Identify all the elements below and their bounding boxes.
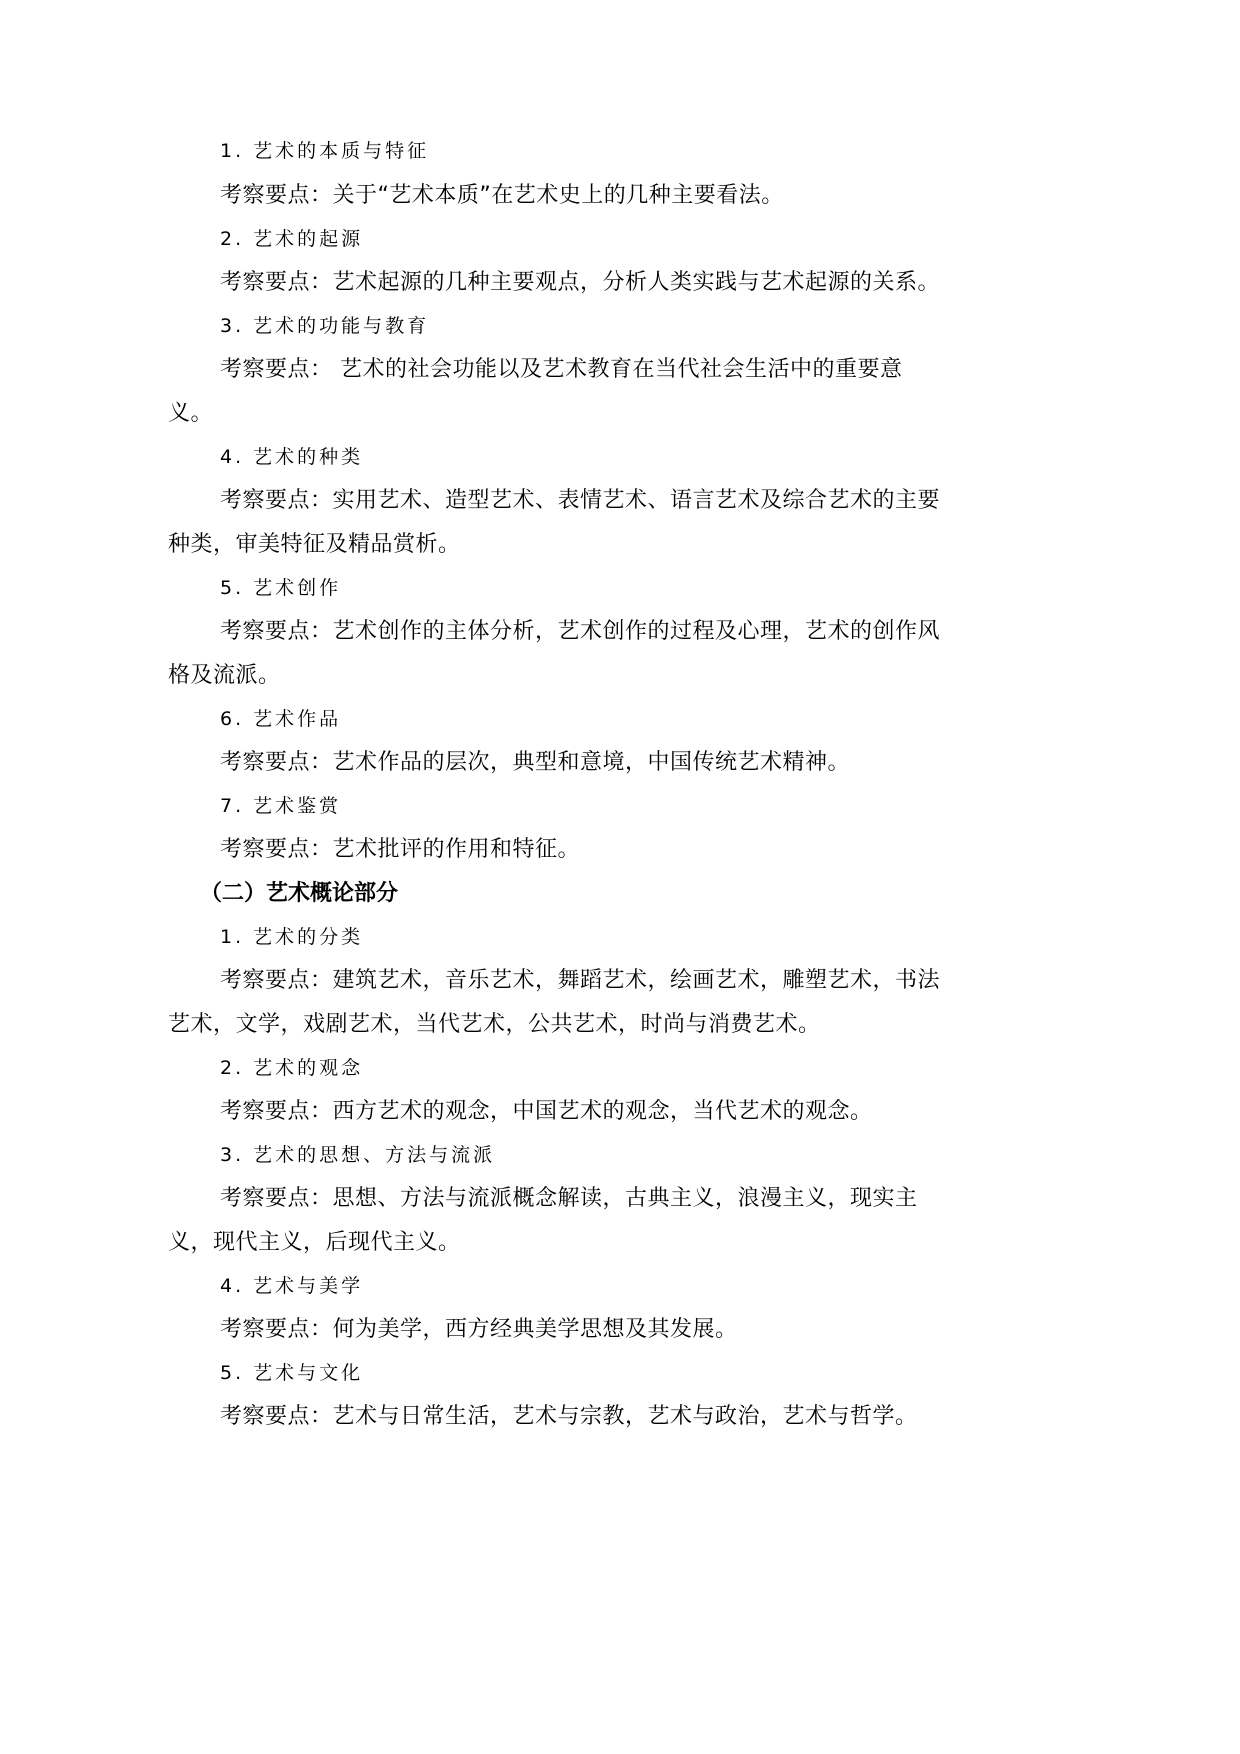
item-title: 3. 艺术的思想、方法与流派 — [220, 1144, 496, 1166]
item-title: 5. 艺术创作 — [220, 577, 342, 599]
item-text: 考察要点：思想、方法与流派概念解读，古典主义，浪漫主义，现实主 — [220, 1186, 918, 1211]
item-title: 1. 艺术的分类 — [220, 926, 364, 948]
section-heading: （二）艺术概论部分 — [200, 881, 399, 906]
item-text: 考察要点：关于“艺术本质”在艺术史上的几种主要看法。 — [220, 183, 784, 208]
item-text: 考察要点：艺术作品的层次，典型和意境，中国传统艺术精神。 — [220, 750, 851, 775]
item-text: 考察要点：实用艺术、造型艺术、表情艺术、语言艺术及综合艺术的主要 — [220, 488, 941, 513]
item-title: 5. 艺术与文化 — [220, 1362, 364, 1384]
item-text: 艺术，文学，戏剧艺术，当代艺术，公共艺术，时尚与消费艺术。 — [168, 1012, 821, 1037]
item-title: 3. 艺术的功能与教育 — [220, 315, 430, 337]
item-text: 考察要点：西方艺术的观念，中国艺术的观念，当代艺术的观念。 — [220, 1099, 873, 1124]
item-title: 1. 艺术的本质与特征 — [220, 140, 430, 162]
item-text: 义，现代主义，后现代主义。 — [168, 1230, 461, 1255]
item-text: 考察要点：艺术与日常生活，艺术与宗教，艺术与政治，艺术与哲学。 — [220, 1404, 918, 1429]
item-title: 2. 艺术的起源 — [220, 228, 364, 250]
item-text: 义。 — [168, 401, 214, 426]
item-text: 考察要点：艺术起源的几种主要观点，分析人类实践与艺术起源的关系。 — [220, 270, 941, 295]
item-text: 考察要点： 艺术的社会功能以及艺术教育在当代社会生活中的重要意 — [220, 357, 903, 382]
item-title: 6. 艺术作品 — [220, 708, 342, 730]
item-title: 7. 艺术鉴赏 — [220, 795, 342, 817]
item-text: 种类，审美特征及精品赏析。 — [168, 532, 461, 557]
item-text: 考察要点：艺术创作的主体分析，艺术创作的过程及心理，艺术的创作风 — [220, 619, 941, 644]
item-text: 考察要点：建筑艺术，音乐艺术，舞蹈艺术，绘画艺术，雕塑艺术，书法 — [220, 968, 941, 993]
item-title: 2. 艺术的观念 — [220, 1057, 364, 1079]
item-title: 4. 艺术的种类 — [220, 446, 364, 468]
item-title: 4. 艺术与美学 — [220, 1275, 364, 1297]
item-text: 格及流派。 — [168, 663, 281, 688]
item-text: 考察要点：何为美学，西方经典美学思想及其发展。 — [220, 1317, 738, 1342]
item-text: 考察要点：艺术批评的作用和特征。 — [220, 837, 581, 862]
